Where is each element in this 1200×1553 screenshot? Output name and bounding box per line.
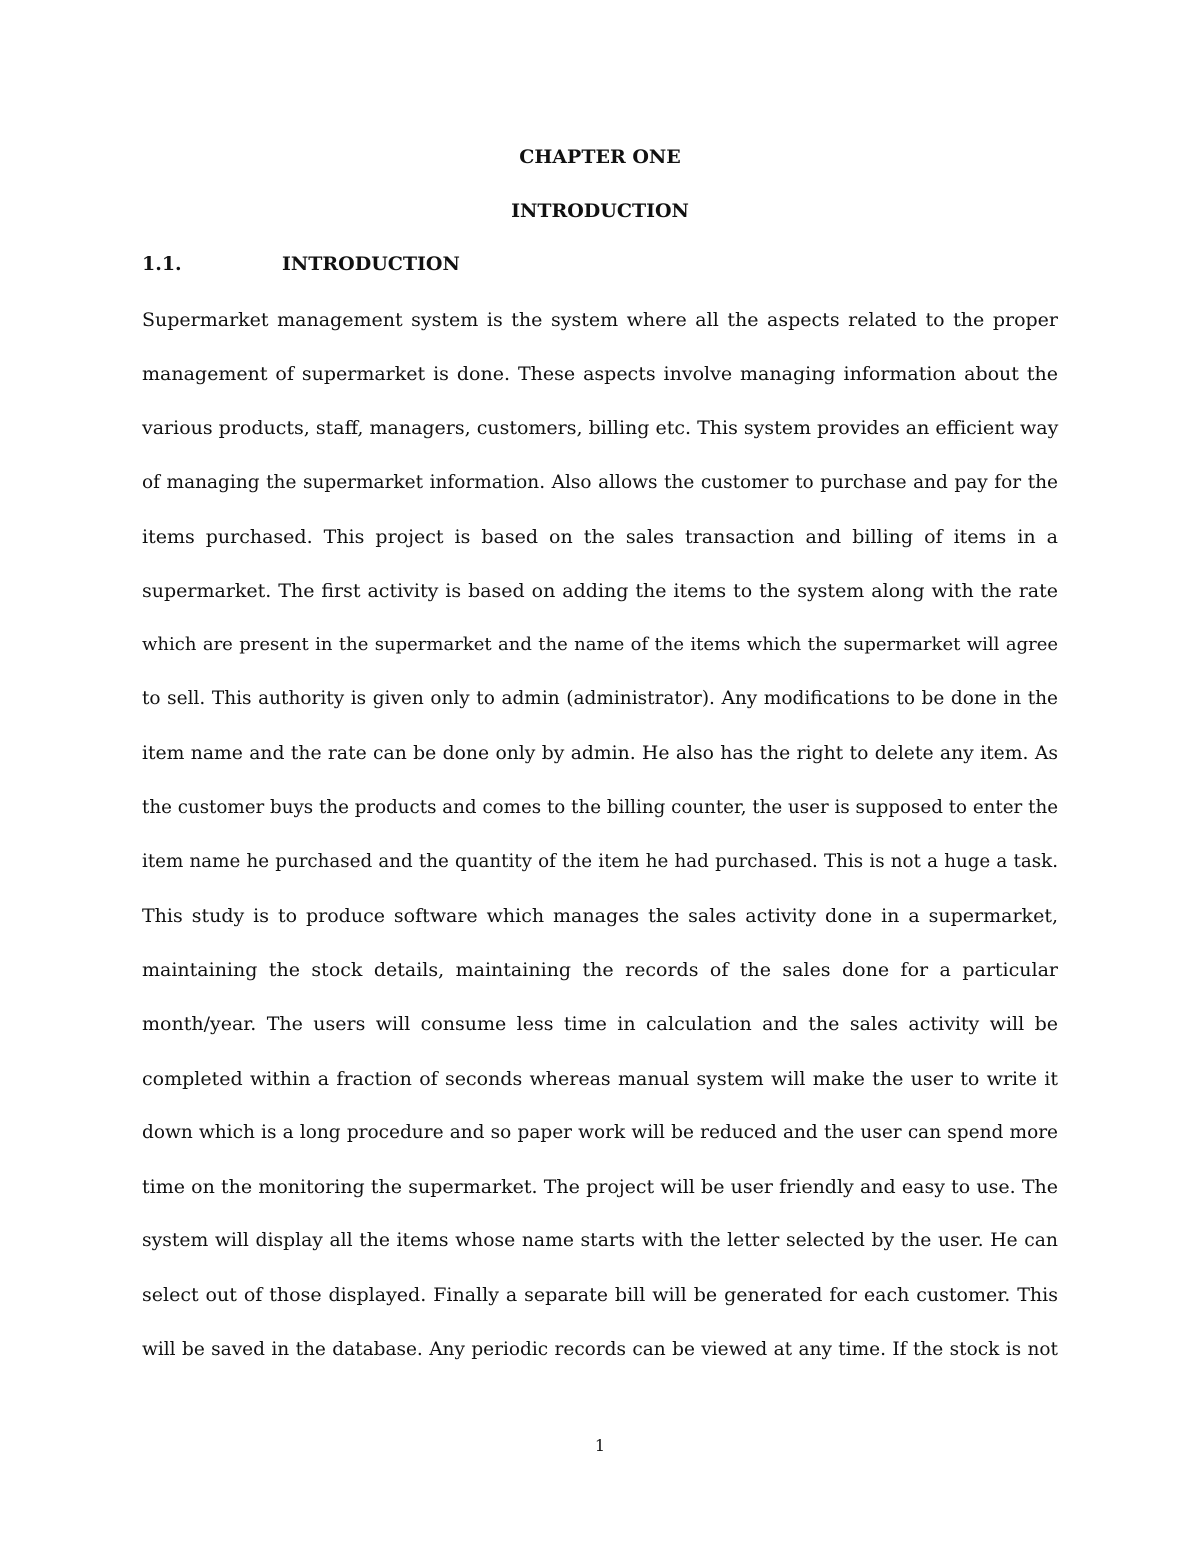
body-line: maintaining the stock details, maintaining the records of the sales done for a particular <box>142 959 1058 982</box>
body-line: This study is to produce software which manages the sales activity done in a supermarket, <box>142 905 1058 928</box>
body-line: item name and the rate can be done only by admin. He also has the right to delete any item. As <box>142 742 1058 764</box>
body-line: which are present in the supermarket and the name of the items which the supermarket will agree <box>142 634 1058 656</box>
body-line: various products, staff, managers, customers, billing etc. This system provides an efficient way <box>142 417 1059 440</box>
body-line: items purchased. This project is based on the sales transaction and billing of items in a <box>142 525 1058 548</box>
section-title: INTRODUCTION <box>282 253 460 275</box>
body-line: item name he purchased and the quantity of the item he had purchased. This is not a huge a task. <box>142 850 1058 872</box>
body-text <box>142 305 1058 1389</box>
page-number: 1 <box>594 1436 606 1455</box>
body-line: month/year. The users will consume less time in calculation and the sales activity will be <box>142 1013 1058 1036</box>
body-line: of managing the supermarket information. Also allows the customer to purchase and pay for the <box>142 471 1058 493</box>
body-line: to sell. This authority is given only to admin (administrator). Any modifications to be done in the <box>142 688 1058 710</box>
body-line: supermarket. The first activity is based on adding the items to the system along with the rate <box>142 579 1058 602</box>
body-line: will be saved in the database. Any periodic records can be viewed at any time. If the stock is not <box>142 1338 1058 1360</box>
body-line: Supermarket management system is the system where all the aspects related to the proper <box>142 309 1058 331</box>
body-line: select out of those displayed. Finally a separate bill will be generated for each customer. This <box>142 1284 1058 1307</box>
body-line: the customer buys the products and comes to the billing counter, the user is supposed to enter the <box>142 796 1058 818</box>
body-line: completed within a fraction of seconds whereas manual system will make the user to write it <box>142 1067 1058 1090</box>
chapter-title: INTRODUCTION <box>511 200 689 222</box>
section-number: 1.1. <box>142 253 182 275</box>
section-heading <box>142 253 460 275</box>
body-line: time on the monitoring the supermarket. The project will be user friendly and easy to use. The <box>142 1176 1058 1198</box>
body-line: down which is a long procedure and so paper work will be reduced and the user can spend more <box>142 1121 1058 1143</box>
body-line: management of supermarket is done. These aspects involve managing information about the <box>142 363 1058 386</box>
body-line: system will display all the items whose name starts with the letter selected by the user. He can <box>142 1230 1058 1252</box>
chapter-heading: CHAPTER ONE <box>519 146 681 168</box>
